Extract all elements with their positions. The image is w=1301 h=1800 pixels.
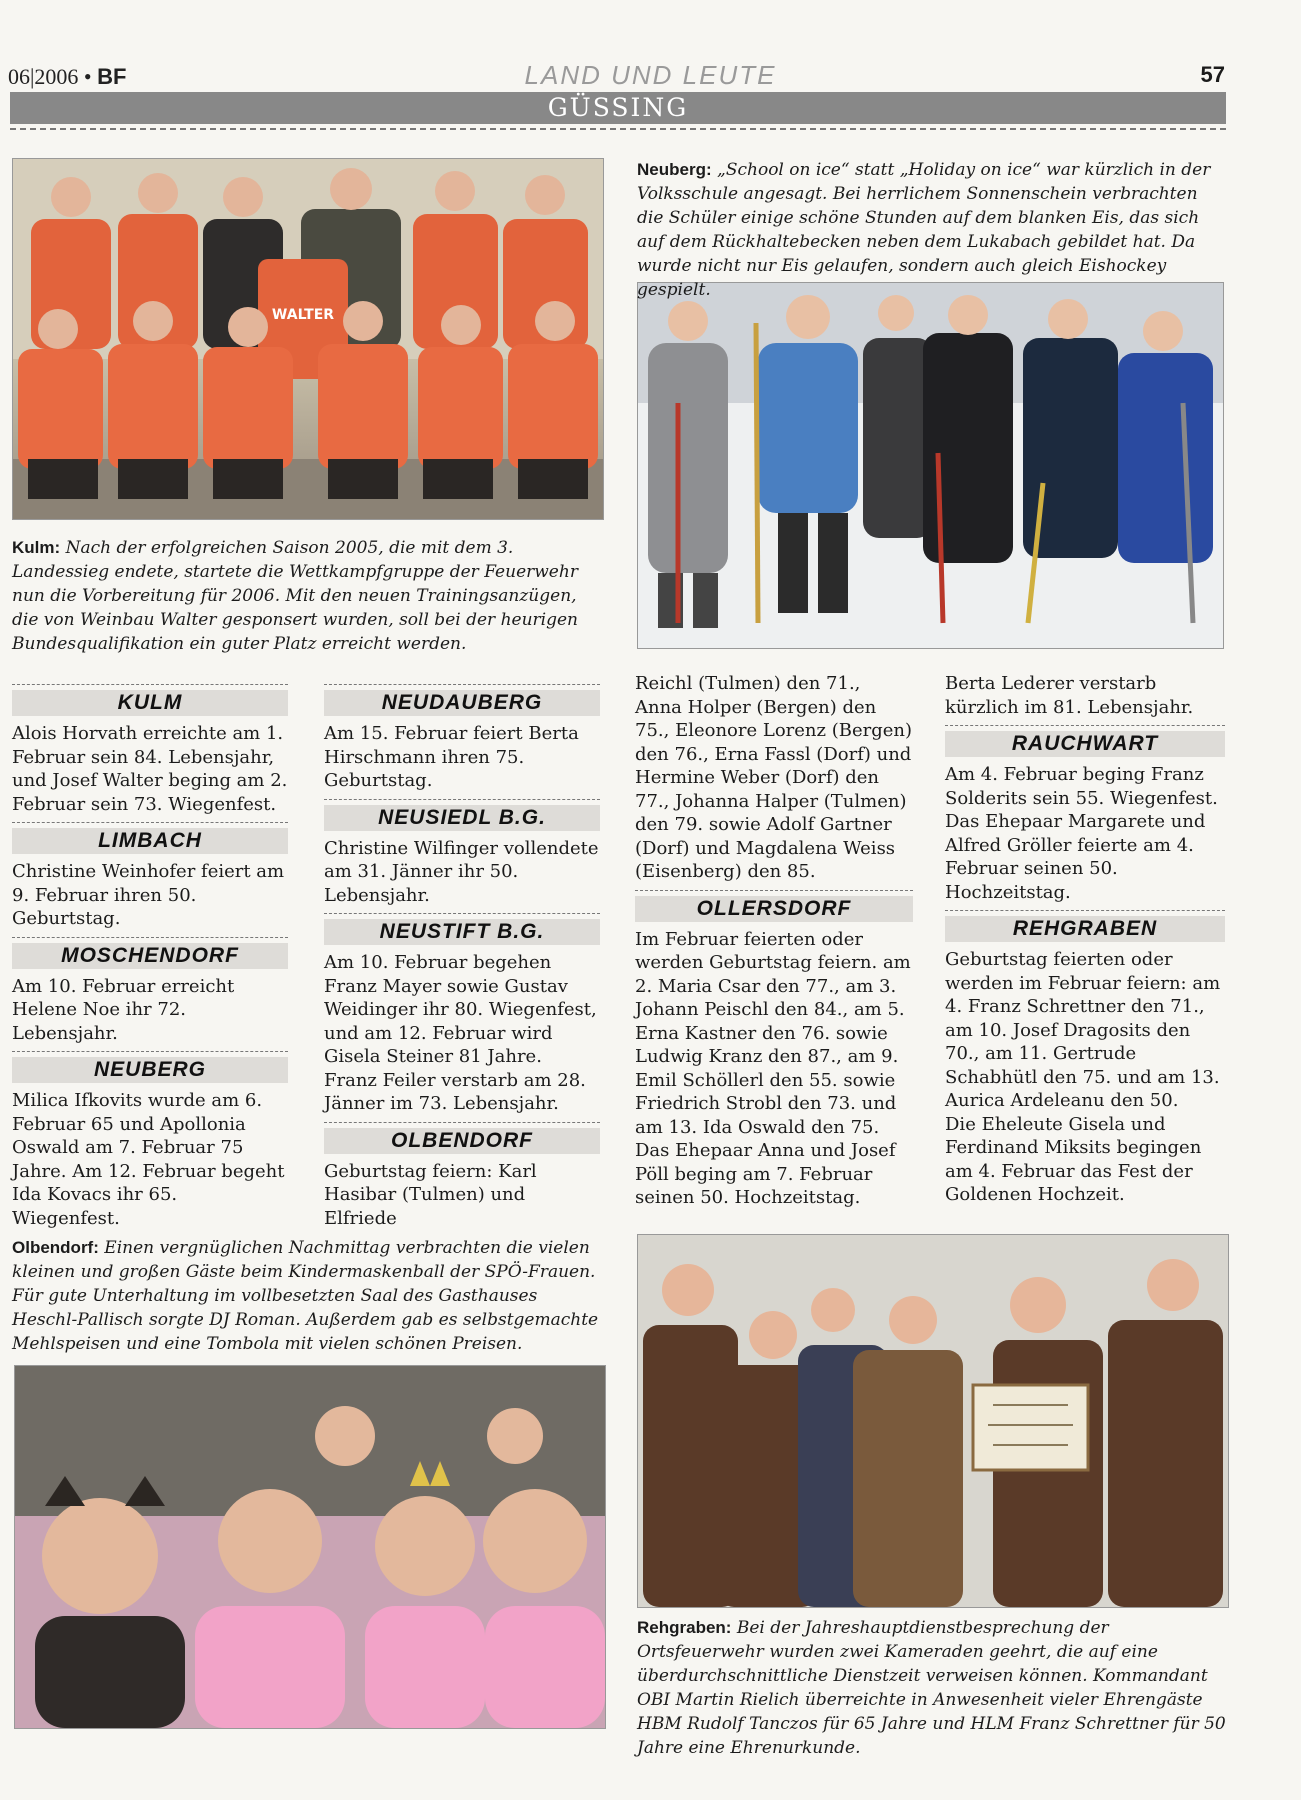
news-ollersdorf-continued: Berta Lederer verstarb kürzlich im 81. Lebensjahr. — [945, 673, 1194, 718]
olbendorf-masquerade-photo — [14, 1365, 606, 1729]
news-neustift-obituary: Franz Feiler verstarb am 28. Jänner im 73. Lebensjahr. — [324, 1069, 586, 1114]
news-rehgraben: Geburtstag feierten oder werden im Februar feiern: am 4. Franz Schrettner den 71., am 10. Josef Dragosits den 70., am 11. Gertrude Schabhütl den 75. und am 13. Aurica Ardeleanu den 50. — [945, 949, 1221, 1111]
issue-number: 06|2006 • — [8, 64, 92, 89]
section-heading-neuberg: NEUBERG — [12, 1051, 288, 1083]
section-heading-neustift: NEUSTIFT B.G. — [324, 913, 600, 945]
magazine-name: BF — [97, 64, 127, 89]
section-heading-olbendorf: OLBENDORF — [324, 1122, 600, 1154]
news-column-4 — [945, 672, 1225, 1213]
caption-place: Olbendorf: — [12, 1238, 99, 1257]
news-moschendorf: Am 10. Februar erreicht Helene Noe ihr 72. Lebensjahr. — [12, 975, 235, 1044]
neuberg-ice-photo — [637, 282, 1224, 649]
page-number: 57 — [1200, 62, 1225, 87]
caption-olbendorf — [12, 1236, 604, 1356]
caption-text: Bei der Jahreshauptdienstbesprechung der Ortsfeuerwehr wurden zwei Kameraden geehrt, die auf eine überdurchschnittliche Dienstzeit verweisen können. Kommandant OBI Martin Rielich überreichte in Anwesenheit vieler Ehrengäste HBM Rudolf Tanczos für 65 Jahre und HLM Franz Schrettner für 50 Jahre eine Ehrenurkunde. — [637, 1618, 1226, 1758]
section-heading-limbach: LIMBACH — [12, 822, 288, 854]
section-heading-rauchwart: RAUCHWART — [945, 725, 1225, 757]
caption-place: Neuberg: — [637, 160, 712, 179]
rehgraben-honor-illustration — [638, 1235, 1228, 1607]
news-ollersdorf: Im Februar feierten oder werden Geburtstag feiern. am 2. Maria Csar den 77., am 3. Johann Peischl den 84., am 5. Erna Kastner den 76. sowie Ludwig Kranz den 87., am 9. Emil Schöllerl den 55. sowie Friedrich Strobl den 73. und am 13. Ida Oswald den 75. Das Ehepaar Anna und Josef Pöll beging am 7. Februar seinen 50. Hochzeitstag. — [635, 928, 911, 1208]
olbendorf-masquerade-illustration — [15, 1366, 605, 1728]
news-olbendorf-continued: Reichl (Tulmen) den 71., Anna Holper (Bergen) den 75., Eleonore Lorenz (Bergen) den 76., Erna Fassl (Dorf) und Hermine Weber (Dorf) den 77., Johanna Halper (Tulmen) den 79. sowie Adolf Gartner (Dorf) und Magdalena Weiss (Eisenberg) den 85. — [635, 673, 913, 882]
caption-rehgraben — [637, 1616, 1227, 1760]
news-neusiedl: Christine Wilfinger vollendete am 31. Jänner ihr 50. Lebensjahr. — [324, 837, 599, 906]
news-column-3 — [635, 672, 913, 1216]
section-heading-neusiedl: NEUSIEDL B.G. — [324, 799, 600, 831]
news-rauchwart: Am 4. Februar beging Franz Solderits sein 55. Wiegenfest. Das Ehepaar Margarete und Alfred Gröller feierte am 4. Februar seinen 50. Hochzeitstag. — [945, 764, 1218, 903]
section-heading-kulm: KULM — [12, 684, 288, 716]
neuberg-ice-illustration — [638, 283, 1223, 648]
news-neustift: Am 10. Februar begehen Franz Mayer sowie Gustav Weidinger ihr 80. Wiegenfest, und am 12. Februar wird Gisela Steiner 81 Jahre. — [324, 952, 597, 1067]
news-olbendorf: Geburtstag feiern: Karl Hasibar (Tulmen) und Elfriede — [324, 1160, 537, 1229]
header-divider — [10, 128, 1226, 130]
section-heading-ollersdorf: OLLERSDORF — [635, 890, 913, 922]
shirt-print: WALTER — [271, 307, 335, 323]
news-column-1 — [12, 684, 288, 1236]
news-neudauberg: Am 15. Februar feiert Berta Hirschmann ihren 75. Geburtstag. — [324, 723, 579, 791]
news-kulm: Alois Horvath erreichte am 1. Februar sein 84. Lebensjahr, und Josef Walter beging am 2. Februar sein 73. Wiegenfest. — [12, 723, 288, 815]
news-limbach: Christine Weinhofer feiert am 9. Februar ihren 50. Geburtstag. — [12, 861, 285, 929]
rehgraben-honor-photo — [637, 1234, 1229, 1608]
caption-text: Einen vergnüglichen Nachmittag verbrachten die vielen kleinen und großen Gäste beim Kindermaskenball der SPÖ-Frauen. Für gute Unterhaltung im vollbesetzten Saal des Gasthauses Heschl-Pallisch sorgte DJ Roman. Außerdem gab es selbstgemachte Mehlspeisen und eine Tombola mit vielen schönen Preisen. — [12, 1238, 599, 1354]
news-neuberg: Milica Ifkovits wurde am 6. Februar 65 und Apollonia Oswald am 7. Februar 75 Jahre. Am 12. Februar begeht Ida Kovacs ihr 65. Wiegenfest. — [12, 1090, 285, 1229]
section-title: LAND UND LEUTE — [524, 60, 777, 90]
caption-text: „School on ice“ statt „Holiday on ice“ war kürzlich in der Volksschule angesagt. Bei herrlichem Sonnenschein verbrachten die Schüler einige schöne Stunden auf dem blanken Eis, das sich auf dem Rückhaltebecken neben dem Lukabach gebildet hat. Da wurde nicht nur Eis gelaufen, sondern auch gleich Eishockey gespielt. — [637, 160, 1211, 300]
caption-place: Kulm: — [12, 538, 61, 557]
news-column-2 — [324, 684, 600, 1236]
caption-kulm — [12, 536, 602, 656]
caption-text: Nach der erfolgreichen Saison 2005, die mit dem 3. Landessieg endete, startete die Wettkampfgruppe der Feuerwehr nun die Vorbereitung für 2006. Mit den neuen Trainingsanzügen, die von Weinbau Walter gesponsert wurden, soll bei der heurigen Bundesqualifikation ein guter Platz erreicht werden. — [12, 538, 578, 654]
section-heading-moschendorf: MOSCHENDORF — [12, 937, 288, 969]
region-title: GÜSSING — [547, 93, 689, 122]
kulm-team-illustration — [13, 159, 603, 519]
kulm-team-photo — [12, 158, 604, 520]
caption-place: Rehgraben: — [637, 1618, 732, 1637]
news-rehgraben-wedding: Die Eheleute Gisela und Ferdinand Miksits begingen am 4. Februar das Fest der Goldenen Hochzeit. — [945, 1113, 1202, 1205]
section-heading-neudauberg: NEUDAUBERG — [324, 684, 600, 716]
section-heading-rehgraben: REHGRABEN — [945, 910, 1225, 942]
caption-neuberg — [637, 158, 1222, 302]
